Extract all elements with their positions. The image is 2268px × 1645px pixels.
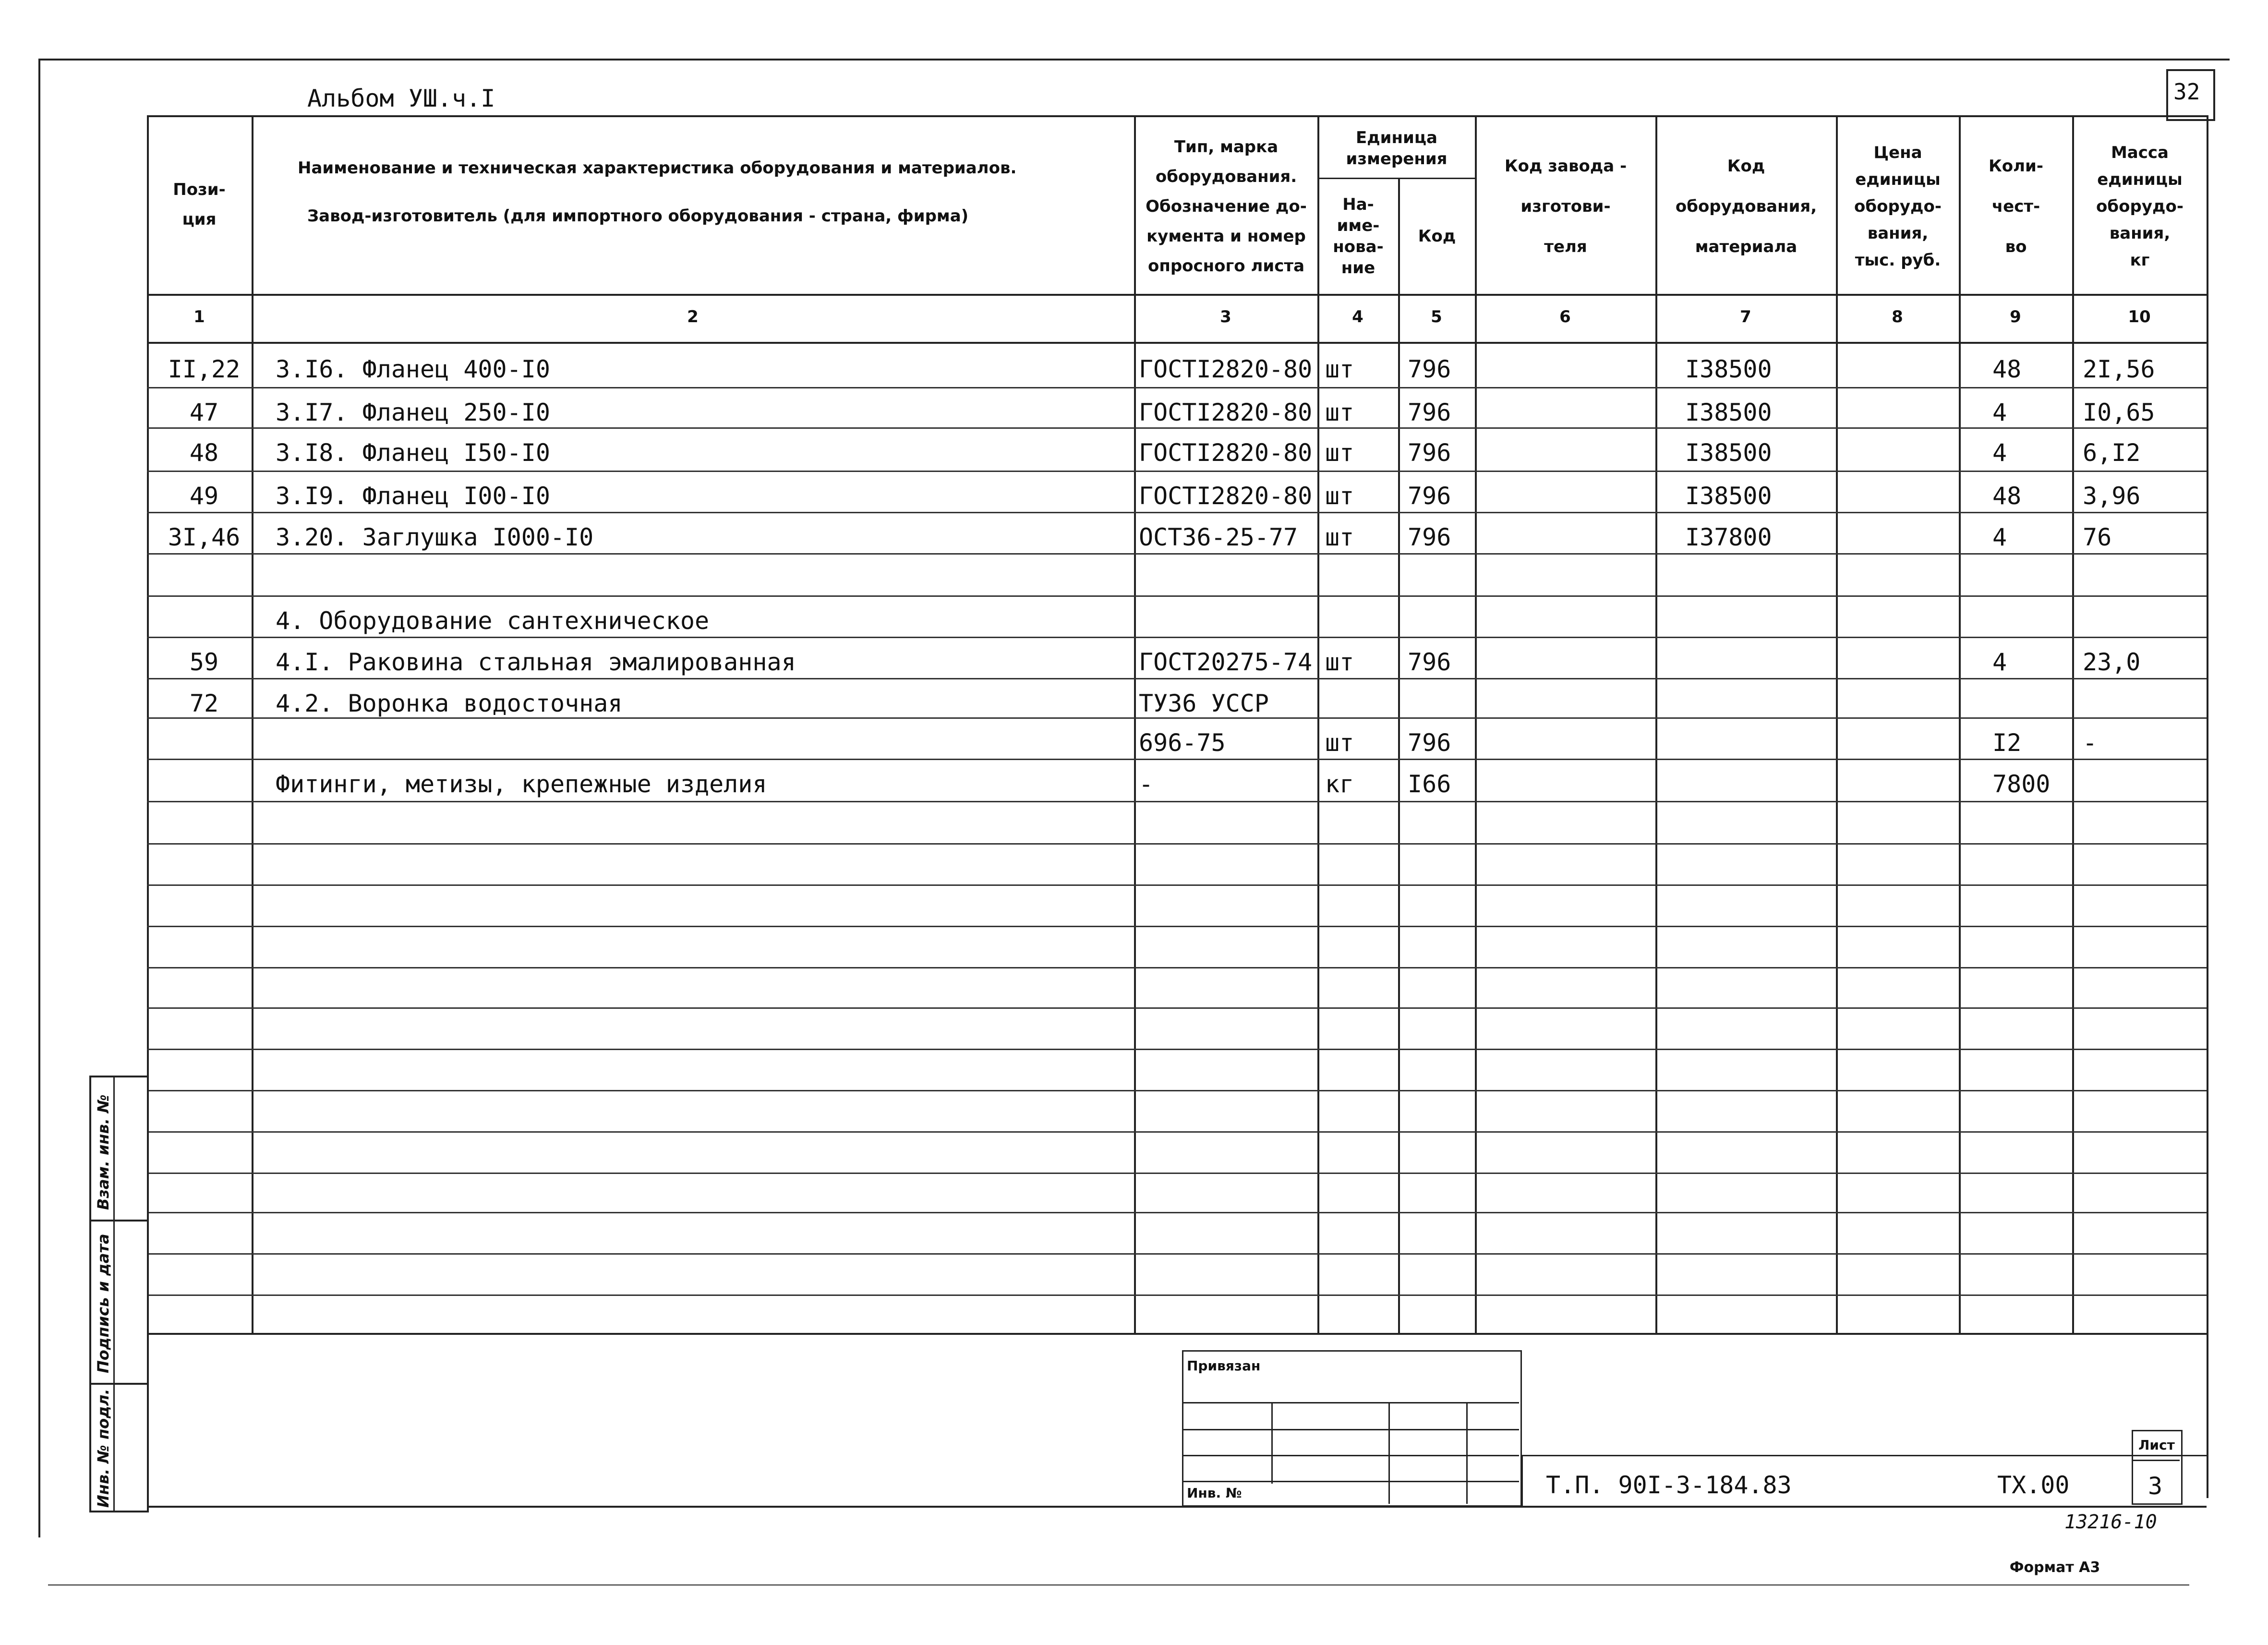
col-number: 1 xyxy=(193,307,205,327)
cell-qty: 7800 xyxy=(1992,770,2051,798)
cell-mass: I0,65 xyxy=(2083,399,2155,426)
col-line-3 xyxy=(1317,115,1319,1335)
cell-type: ГОСТI2820-80 xyxy=(1139,399,1313,426)
row-line xyxy=(147,801,2207,802)
cell-mat: I38500 xyxy=(1685,399,1772,426)
cell-type: ГОСТI2820-80 xyxy=(1139,355,1313,383)
col-number: 10 xyxy=(2128,307,2151,327)
cell-code: I66 xyxy=(1408,770,1451,798)
col-line-1 xyxy=(252,115,253,1335)
cell-unit: шт xyxy=(1325,355,1354,383)
side-strip-left xyxy=(89,1076,91,1512)
cell-mass: 2I,56 xyxy=(2083,355,2155,383)
header-qty: Коли- чест- во xyxy=(1989,157,2043,256)
col-line-6 xyxy=(1655,115,1657,1335)
inv-label: Инв. № xyxy=(1187,1485,1242,1501)
cell-code: 796 xyxy=(1408,355,1451,383)
row-line xyxy=(147,1049,2207,1050)
header-unit-name: На- име- нова- ние xyxy=(1333,195,1384,278)
doc-number: Т.П. 90I-3-184.83 xyxy=(1546,1471,1792,1499)
cell-mat: I38500 xyxy=(1685,482,1772,510)
table-right-border xyxy=(2207,115,2208,1498)
side-strip-div2 xyxy=(89,1383,147,1385)
order-number: 13216-10 xyxy=(2064,1511,2157,1533)
cell-type: ТУ36 УССР xyxy=(1139,689,1269,717)
header-unit: Единица измерения xyxy=(1346,128,1448,169)
cell-name: Фитинги, метизы, крепежные изделия xyxy=(276,770,767,798)
side-label-replace: Взам. инв. № xyxy=(94,1094,112,1210)
cell-qty: I2 xyxy=(1992,729,2022,757)
title-block-bottom xyxy=(147,1506,2207,1508)
cell-mass: 6,I2 xyxy=(2083,439,2141,467)
cell-mat: I38500 xyxy=(1685,439,1772,467)
colnum-bottom-line xyxy=(147,342,2207,344)
cell-pos: 48 xyxy=(189,439,219,467)
col-line-2 xyxy=(1134,115,1136,1335)
cell-type: - xyxy=(1139,770,1154,798)
cell-name: 3.I7. Фланец 250-I0 xyxy=(276,399,550,426)
row-line xyxy=(147,1294,2207,1296)
cell-code: 796 xyxy=(1408,648,1451,676)
cell-pos: 3I,46 xyxy=(168,523,241,551)
cell-unit: шт xyxy=(1325,523,1354,551)
cell-name: 3.I9. Фланец I00-I0 xyxy=(276,482,550,510)
row-line xyxy=(147,637,2207,638)
cell-qty: 4 xyxy=(1992,439,2007,467)
col-line-8 xyxy=(1959,115,1961,1335)
cell-name: 4. Оборудование сантехническое xyxy=(276,607,710,635)
header-plant-code: Код завода - изготови- теля xyxy=(1504,157,1627,256)
cell-unit: шт xyxy=(1325,482,1354,510)
header-material-code: Код оборудования, материала xyxy=(1675,157,1817,256)
cell-name: 4.I. Раковина стальная эмалированная xyxy=(276,648,796,676)
col-number: 6 xyxy=(1559,307,1571,327)
cell-pos: 59 xyxy=(189,648,219,676)
cell-pos: 47 xyxy=(189,399,219,426)
row-line xyxy=(147,717,2207,719)
cell-code: 796 xyxy=(1408,482,1451,510)
cell-type: 696-75 xyxy=(1139,729,1226,757)
cell-name: 3.20. Заглушка I000-I0 xyxy=(276,523,594,551)
cell-mass: 76 xyxy=(2083,523,2112,551)
header-name-a: Наименование и техническая характеристика оборудования и материалов. xyxy=(298,158,1017,178)
row-line xyxy=(147,1090,2207,1091)
row-line xyxy=(147,471,2207,472)
unit-subheader-line xyxy=(1317,178,1475,179)
row-line xyxy=(147,1131,2207,1133)
cell-code: 796 xyxy=(1408,399,1451,426)
row-line xyxy=(147,1173,2207,1174)
col-number: 2 xyxy=(687,307,699,327)
col-line-7 xyxy=(1836,115,1838,1335)
col-line-9 xyxy=(2072,115,2074,1335)
sheet-number: 3 xyxy=(2148,1472,2163,1500)
cell-mass: - xyxy=(2083,729,2098,757)
cell-qty: 4 xyxy=(1992,523,2007,551)
side-strip-top xyxy=(89,1076,147,1077)
cell-name: 3.I8. Фланец I50-I0 xyxy=(276,439,550,467)
page-number: 32 xyxy=(2173,79,2200,105)
cell-unit: кг xyxy=(1325,770,1354,798)
format-label: Формат А3 xyxy=(2009,1559,2100,1576)
row-line xyxy=(147,1212,2207,1213)
bound-stamp-line1 xyxy=(1182,1402,1519,1403)
col-number: 8 xyxy=(1892,307,1903,327)
col-number: 5 xyxy=(1431,307,1442,327)
cell-mat: I38500 xyxy=(1685,355,1772,383)
bound-label: Привязан xyxy=(1187,1358,1261,1374)
row-line xyxy=(147,967,2207,968)
header-name-b: Завод-изготовитель (для импортного оборудования - страна, фирма) xyxy=(307,206,969,226)
header-type: Тип, марка оборудования. Обозначение до- кумента и номер опросного листа xyxy=(1146,137,1307,276)
row-line xyxy=(147,553,2207,555)
header-unit-code: Код xyxy=(1418,227,1456,246)
cell-pos: II,22 xyxy=(168,355,241,383)
doc-code: ТХ.00 xyxy=(1997,1471,2070,1499)
bound-stamp-v2 xyxy=(1388,1402,1390,1504)
row-line xyxy=(147,387,2207,388)
album-title: Альбом УШ.ч.I xyxy=(307,85,495,112)
bound-stamp-line2 xyxy=(1182,1429,1519,1430)
col-line-4 xyxy=(1398,178,1400,1335)
cell-type: ОСТ36-25-77 xyxy=(1139,523,1298,551)
cell-mat: I37800 xyxy=(1685,523,1772,551)
row-line xyxy=(147,678,2207,679)
col-line-5 xyxy=(1475,115,1477,1335)
row-line xyxy=(147,1007,2207,1009)
row-line xyxy=(147,926,2207,927)
cell-unit: шт xyxy=(1325,729,1354,757)
col-number: 9 xyxy=(2010,307,2021,327)
row-line xyxy=(147,843,2207,845)
header-mass: Масса единицы оборудо- вания, кг xyxy=(2096,143,2184,270)
cell-qty: 48 xyxy=(1992,482,2022,510)
cell-type: ГОСТI2820-80 xyxy=(1139,439,1313,467)
row-line xyxy=(147,759,2207,760)
row-line xyxy=(147,1253,2207,1255)
row-line xyxy=(147,512,2207,513)
row-line xyxy=(147,595,2207,597)
side-strip-mid xyxy=(113,1076,115,1512)
cell-mass: 23,0 xyxy=(2083,648,2141,676)
cell-mass: 3,96 xyxy=(2083,482,2141,510)
cell-unit: шт xyxy=(1325,439,1354,467)
title-block-top xyxy=(147,1333,2207,1335)
bound-stamp-v3 xyxy=(1466,1402,1468,1504)
cell-name: 4.2. Воронка водосточная xyxy=(276,689,623,717)
side-label-inv: Инв. № подл. xyxy=(94,1389,112,1508)
bound-stamp-v1 xyxy=(1271,1402,1273,1484)
header-price: Цена единицы оборудо- вания, тыс. руб. xyxy=(1854,143,1942,270)
cell-pos: 49 xyxy=(189,482,219,510)
cell-qty: 48 xyxy=(1992,355,2022,383)
bound-stamp-line3 xyxy=(1182,1455,1519,1456)
frame-left-line xyxy=(38,59,40,1537)
side-label-sign: Подпись и дата xyxy=(94,1234,112,1373)
side-strip-bottom xyxy=(89,1511,147,1512)
row-line xyxy=(147,884,2207,886)
cell-code: 796 xyxy=(1408,523,1451,551)
side-strip-right xyxy=(147,1076,149,1512)
cell-code: 796 xyxy=(1408,439,1451,467)
cell-qty: 4 xyxy=(1992,648,2007,676)
header-position: Пози- ция xyxy=(173,180,226,229)
cell-code: 796 xyxy=(1408,729,1451,757)
cell-type: ГОСТ20275-74 xyxy=(1139,648,1313,676)
cell-unit: шт xyxy=(1325,648,1354,676)
cell-unit: шт xyxy=(1325,399,1354,426)
col-number: 4 xyxy=(1352,307,1363,327)
frame-top-line xyxy=(38,59,2230,60)
col-number: 7 xyxy=(1740,307,1751,327)
doc-block-left xyxy=(1521,1455,1523,1506)
cell-type: ГОСТI2820-80 xyxy=(1139,482,1313,510)
cell-name: 3.I6. Фланец 400-I0 xyxy=(276,355,550,383)
header-bottom-line xyxy=(147,294,2207,296)
table-top-border xyxy=(147,115,2207,117)
sheet-label: Лист xyxy=(2138,1437,2175,1453)
row-line xyxy=(147,427,2207,429)
col-number: 3 xyxy=(1220,307,1231,327)
cell-pos: 72 xyxy=(189,689,219,717)
doc-block-top xyxy=(1521,1455,2207,1456)
cell-qty: 4 xyxy=(1992,399,2007,426)
side-strip-div1 xyxy=(89,1220,147,1222)
